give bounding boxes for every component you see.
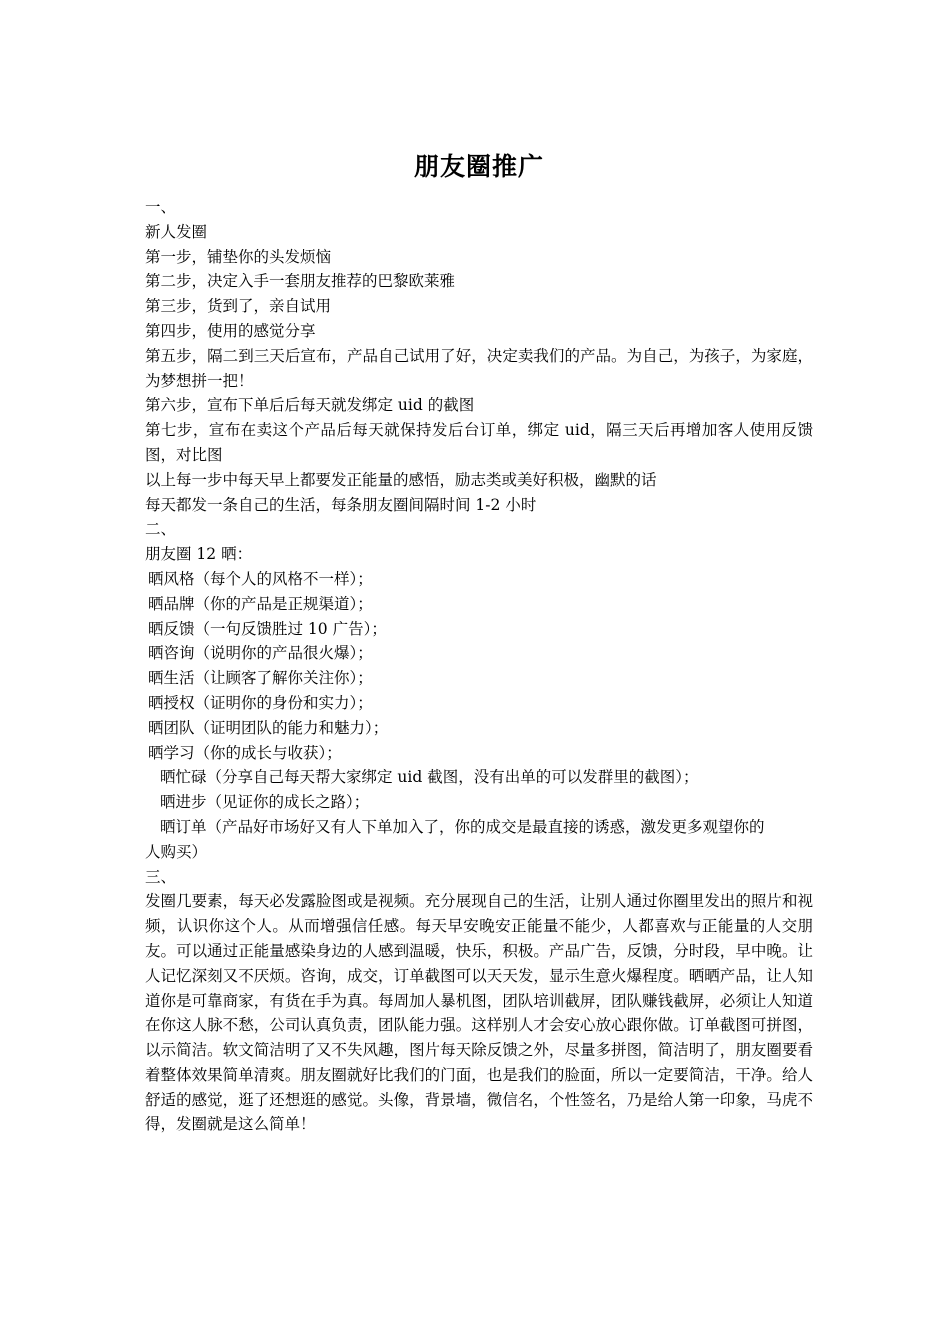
step-5: 第五步，隔二到三天后宣布，产品自己试用了好，决定卖我们的产品。为自己，为孩子，为家庭，为梦想拼一把！ [145, 346, 813, 390]
section1-heading: 一、 [145, 198, 177, 216]
list-item: 晒反馈（一句反馈胜过 10 广告）； [148, 619, 387, 638]
section2-heading: 二、 [145, 520, 177, 539]
list-item: 晒生活（让顾客了解你关注你）； [148, 669, 373, 688]
section3-heading: 三、 [145, 867, 177, 886]
note-2: 每天都发一条自己的生活，每条朋友圈间隔时间 1-2 小时 [145, 495, 537, 514]
list-item-last-continuation: 人购买） [145, 842, 208, 861]
note-1: 以上每一步中每天早上都要发正能量的感悟，励志类或美好积极，幽默的话 [145, 470, 657, 489]
step-3: 第三步，货到了，亲自试用 [145, 297, 332, 316]
document-body [145, 150, 813, 1137]
section3-paragraph: 发圈几要素，每天必发露脸图或是视频。充分展现自己的生活，让别人通过你圈里发出的照片和视频，认识你这个人。从而增强信任感。每天早安晚安正能量不能少，人都喜欢与正能量的人交朋友。可以通过正能量感染身边的人感到温暖，快乐，积极。产品广告，反馈，分时段，早中晚。让人记忆深刻又不厌烦。咨询，成交，订单截图可以天天发，显示生意火爆程度。晒晒产品，让人知道你是可靠商家，有货在手为真。每周加人暴机图，团队培训截屏，团队赚钱截屏，必须让人知道在你这人脉不愁，公司认真负责，团队能力强。这样别人才会安心放心跟你做。订单截图可拼图，以示简洁。软文简洁明了又不失风趣，图片每天除反馈之外，尽量多拼图，简洁明了，朋友圈要看着整体效果简单清爽。朋友圈就好比我们的门面，也是我们的脸面，所以一定要简洁，干净。给人舒适的感觉，逛了还想逛的感觉。头像，背景墙，微信名，个性签名，乃是给人第一印象，马虎不得，发圈就是这么简单！ [145, 892, 813, 1134]
list-item: 晒忙碌（分享自己每天帮大家绑定 uid 截图，没有出单的可以发群里的截图）； [160, 768, 699, 787]
list-item-last: 晒订单（产品好市场好又有人下单加入了，你的成交是最直接的诱惑，激发更多观望你的 [160, 817, 765, 836]
section1-subtitle: 新人发圈 [145, 222, 208, 241]
list-item: 晒学习（你的成长与收获）； [148, 743, 342, 762]
step-6: 第六步，宣布下单后后每天就发绑定 uid 的截图 [145, 396, 475, 415]
list-item: 晒咨询（说明你的产品很火爆）； [148, 644, 373, 663]
list-item: 晒品牌（你的产品是正规渠道）； [148, 594, 373, 613]
document-title: 朋友圈推广 [413, 152, 544, 181]
step-2: 第二步，决定入手一套朋友推荐的巴黎欧莱雅 [145, 272, 456, 291]
list-item: 晒团队（证明团队的能力和魅力）； [148, 718, 389, 737]
list-item: 晒风格（每个人的风格不一样）； [148, 569, 373, 588]
step-7: 第七步，宣布在卖这个产品后每天就保持发后台订单，绑定 uid，隔三天后再增加客人使用反馈图，对比图 [145, 421, 813, 464]
step-4: 第四步，使用的感觉分享 [145, 321, 316, 340]
section2-subtitle: 朋友圈 12 晒： [145, 545, 253, 564]
list-item: 晒授权（证明你的身份和实力）； [148, 693, 373, 712]
step-1: 第一步，铺垫你的头发烦恼 [145, 247, 332, 266]
list-item: 晒进步（见证你的成长之路）； [160, 793, 370, 812]
